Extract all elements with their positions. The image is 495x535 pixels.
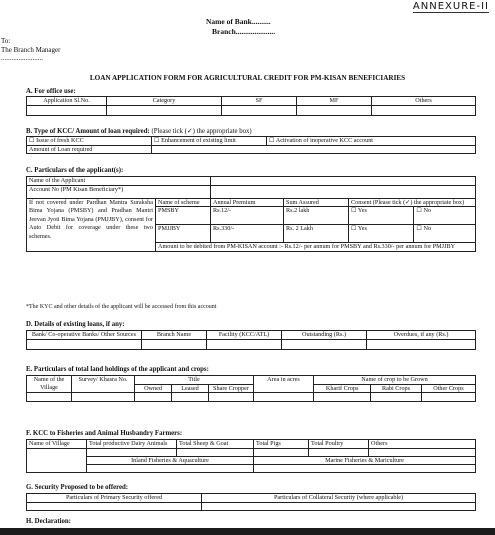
col-facility: Facility (KCC/ATL)	[207, 331, 282, 340]
col-sf: SF	[222, 97, 297, 106]
land-row[interactable]	[172, 393, 209, 402]
pmsby-yes-checkbox[interactable]: ☐ Yes	[349, 207, 414, 225]
branch-manager: The Branch Manager	[1, 45, 61, 54]
section-b-note: (Please tick (✓) the appropriate box)	[151, 128, 252, 135]
amount-input[interactable]	[152, 145, 476, 154]
input-category[interactable]	[107, 105, 222, 115]
row-pmsby-sum: Rs.2 lakh	[284, 207, 349, 225]
pmjjby-yes-checkbox[interactable]: ☐ Yes	[349, 225, 414, 243]
f-input[interactable]	[254, 448, 309, 456]
col-others: Others	[372, 97, 476, 106]
input-others[interactable]	[372, 105, 476, 115]
row-pmsby-premium: Rs.12/-	[211, 207, 284, 225]
fisheries-table	[26, 439, 476, 473]
pmjjby-no-checkbox[interactable]: ☐ No	[414, 225, 476, 243]
col-area: Area in acres	[254, 376, 314, 393]
col-pigs: Total Pigs	[254, 440, 309, 449]
col-sheep: Total Sheep & Goat	[177, 440, 254, 449]
name-label: Name of the Applicant	[27, 177, 211, 186]
bank-name: Name of Bank..........	[206, 17, 271, 26]
row-pmjjby-sum: Rs. 2 Lakh	[284, 225, 349, 243]
section-g-heading: G. Security Proposed to be offered:	[26, 484, 129, 491]
kyc-note: *The KYC and other details of the applicant will be accessed from this account	[26, 304, 217, 310]
hdr-scheme: Name of scheme	[156, 198, 211, 207]
col-other: Other Crops	[421, 384, 475, 393]
loan-overdues-input[interactable]	[367, 339, 476, 349]
applicant-table	[26, 176, 476, 252]
col-app-slno: Application Sl.No.	[27, 97, 107, 106]
amount-label: Amount of Loan required	[27, 145, 152, 154]
section-f-heading: F. KCC to Fisheries and Animal Husbandry Farmers:	[26, 430, 183, 437]
bank-header	[206, 17, 275, 37]
col-share: Share Cropper	[209, 384, 254, 393]
collateral-security-input[interactable]	[202, 502, 476, 510]
primary-security-input[interactable]	[27, 502, 202, 510]
col-village: Name of the Village	[27, 376, 72, 393]
bank-branch: Branch.....................	[212, 27, 276, 36]
section-h-heading: H. Declaration:	[26, 518, 71, 525]
insurance-consent-text: If not covered under Pardhan Mantra Suraksha Bima Yojana (PMSBY) and Pradhan Mantri Jeevan Jyoti Bima Yojana (PMJJBY), consent for Auto Debit for coverage under these two schemes.	[27, 198, 156, 251]
col-leased: Leased	[172, 384, 209, 393]
account-input[interactable]	[211, 185, 476, 198]
hdr-sum: Sum Assured	[284, 198, 349, 207]
name-input[interactable]	[211, 177, 476, 186]
section-e-heading: E. Particulars of total land holdings of the applicant and crops:	[26, 366, 209, 373]
col-collateral-security: Particulars of Collateral Security (where applicable)	[202, 494, 476, 503]
col-category: Category	[107, 97, 222, 106]
form-title: LOAN APPLICATION FORM FOR AGRICULTURAL CREDIT FOR PM-KISAN BENEFICIARIES	[89, 74, 406, 82]
f-village-input[interactable]	[27, 448, 87, 473]
land-row[interactable]	[27, 393, 72, 402]
addressee	[1, 37, 60, 63]
section-c-heading: C. Particulars of the applicant(s):	[26, 167, 124, 174]
row-pmsby-scheme: PMSBY	[156, 207, 211, 225]
row-pmjjby-scheme: PMJJBY	[156, 225, 211, 243]
land-holdings-table	[26, 375, 476, 402]
loan-facility-input[interactable]	[207, 339, 282, 349]
loan-branch-input[interactable]	[142, 339, 207, 349]
account-label: Account No (PM Kisan Beneficiary*)	[27, 185, 211, 198]
col-branch: Branch Name	[142, 331, 207, 340]
existing-loans-table	[26, 330, 476, 350]
address-dots: ........................	[1, 54, 43, 62]
col-outstanding: Outstanding (Rs.)	[282, 331, 367, 340]
section-a-heading: A. For office use:	[26, 88, 76, 95]
opt-activation[interactable]: ☐ Activation of inoperative KCC account	[267, 137, 476, 146]
input-sf[interactable]	[222, 105, 297, 115]
inland-label: Inland Fisheries & Aquaculture	[87, 456, 254, 465]
row-pmjjby-premium: Rs.330/-	[211, 225, 284, 243]
col-owned: Owned	[135, 384, 172, 393]
loan-outstanding-input[interactable]	[282, 339, 367, 349]
f-input[interactable]	[309, 448, 369, 456]
annexure-label: ANNEXURE-II	[412, 1, 489, 12]
f-input[interactable]	[87, 448, 177, 456]
col-mf: MF	[297, 97, 372, 106]
land-row[interactable]	[209, 393, 254, 402]
inland-input[interactable]	[87, 465, 254, 473]
hdr-premium: Annual Premium	[211, 198, 284, 207]
col-overdues: Overdues, if any (Rs.)	[367, 331, 476, 340]
land-row[interactable]	[421, 393, 475, 402]
office-use-table	[26, 96, 476, 116]
loan-bank-input[interactable]	[27, 339, 142, 349]
land-row[interactable]	[72, 393, 135, 402]
col-crop: Name of crop to be Grown	[314, 376, 476, 385]
col-bank: Bank/ Co-operative Banks/ Other Sources	[27, 331, 142, 340]
pmsby-no-checkbox[interactable]: ☐ No	[414, 207, 476, 225]
bottom-dark-bar	[0, 528, 495, 535]
col-title: Title	[135, 376, 254, 385]
col-dairy: Total productive Dairy Animals	[87, 440, 177, 449]
f-input[interactable]	[369, 448, 476, 456]
section-b-title: B. Type of KCC/ Amount of loan required:	[26, 128, 150, 135]
input-mf[interactable]	[297, 105, 372, 115]
hdr-consent: Consent (Please tick (✓) the appropriate box)	[349, 198, 476, 207]
col-survey: Survey/ Khasra No.	[72, 376, 135, 393]
to-label: To:	[1, 37, 11, 45]
land-row[interactable]	[314, 393, 371, 402]
land-row[interactable]	[135, 393, 172, 402]
section-b-heading	[26, 127, 252, 135]
security-table	[26, 493, 476, 511]
input-app-slno[interactable]	[27, 105, 107, 115]
land-row[interactable]	[254, 393, 314, 402]
section-d-heading: D. Details of existing loans, if any:	[26, 321, 125, 328]
col-kharif: Kharif Crops	[314, 384, 371, 393]
col-f-others: Others	[369, 440, 476, 449]
f-input[interactable]	[177, 448, 254, 456]
col-f-village: Name of Village	[27, 440, 87, 449]
loan-type-table	[26, 136, 476, 154]
opt-enhancement[interactable]: ☐ Enhancement of existing limit	[152, 137, 267, 146]
opt-fresh-kcc[interactable]: ☐ Issue of fresh KCC	[27, 137, 152, 146]
col-poultry: Total Poultry	[309, 440, 369, 449]
land-row[interactable]	[371, 393, 422, 402]
debit-note: Amount to be debited from PM-KISAN account :- Rs.12/- per annum for PMSBY and Rs.330/- per annum for PMJJBY	[156, 243, 476, 252]
marine-label: Marine Fisheries & Mariculture	[254, 456, 476, 465]
col-primary-security: Particulars of Primary Security offered	[27, 494, 202, 503]
marine-input[interactable]	[254, 465, 476, 473]
col-rabi: Rabi Crops	[371, 384, 422, 393]
